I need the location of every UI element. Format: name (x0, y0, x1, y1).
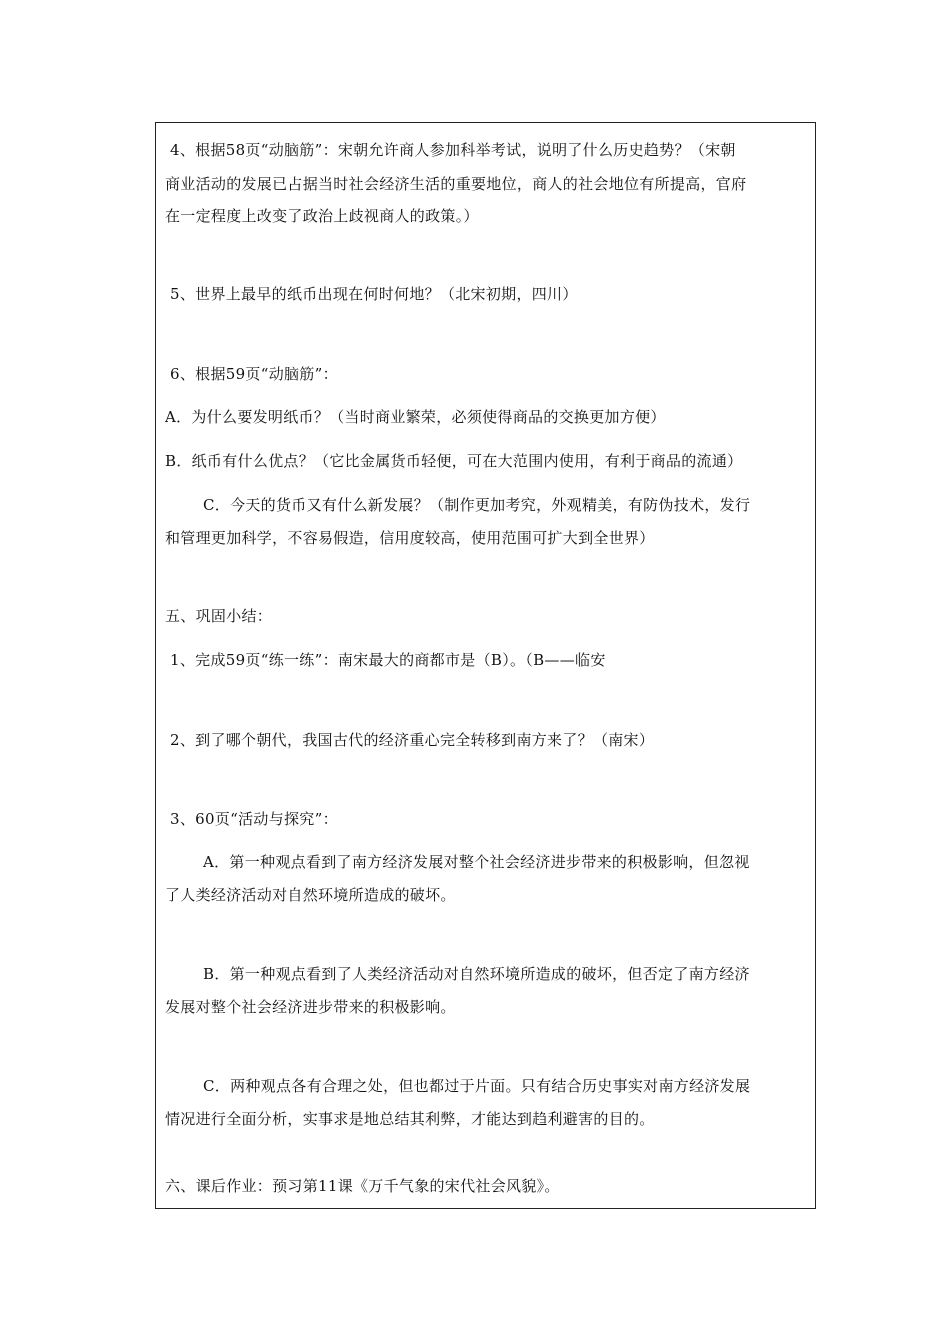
text-line: 在一定程度上改变了政治上歧视商人的政策。） (165, 207, 479, 225)
text-line: 1、完成59页“练一练”：南宋最大的商都市是（B）。（B——临安 (170, 651, 606, 669)
text-line: 4、根据58页“动脑筋”：宋朝允许商人参加科举考试，说明了什么历史趋势？（宋朝 (170, 141, 736, 159)
text-line: B．纸币有什么优点？（它比金属货币轻便，可在大范围内使用，有利于商品的流通） (165, 452, 743, 470)
text-line: B．第一种观点看到了人类经济活动对自然环境所造成的破坏，但否定了南方经济 (203, 965, 750, 983)
text-line: A．第一种观点看到了南方经济发展对整个社会经济进步带来的积极影响，但忽视 (203, 853, 750, 871)
text-line: 2、到了哪个朝代，我国古代的经济重心完全转移到南方来了？（南宋） (170, 731, 655, 749)
section-heading: 五、巩固小结： (165, 607, 273, 625)
text-line: 商业活动的发展已占据当时社会经济生活的重要地位，商人的社会地位有所提高，官府 (165, 175, 747, 193)
text-line: C．今天的货币又有什么新发展？（制作更加考究，外观精美，有防伪技术，发行 (203, 496, 751, 514)
text-line: 5、世界上最早的纸币出现在何时何地？（北宋初期，四川） (170, 285, 578, 303)
text-line: C．两种观点各有合理之处，但也都过于片面。只有结合历史事实对南方经济发展 (203, 1077, 751, 1095)
text-line: 6、根据59页“动脑筋”： (170, 365, 338, 383)
text-line: 情况进行全面分析，实事求是地总结其利弊，才能达到趋利避害的目的。 (165, 1110, 655, 1128)
text-line: A．为什么要发明纸币？（当时商业繁荣，必须使得商品的交换更加方便） (165, 408, 666, 426)
section-heading: 六、课后作业：预习第11课《万千气象的宋代社会风貌》。 (165, 1177, 560, 1195)
text-line: 了人类经济活动对自然环境所造成的破坏。 (165, 886, 456, 904)
text-line: 和管理更加科学，不容易假造，信用度较高，使用范围可扩大到全世界） (165, 529, 655, 547)
text-line: 3、60页“活动与探究”： (170, 810, 338, 828)
text-line: 发展对整个社会经济进步带来的积极影响。 (165, 998, 456, 1016)
